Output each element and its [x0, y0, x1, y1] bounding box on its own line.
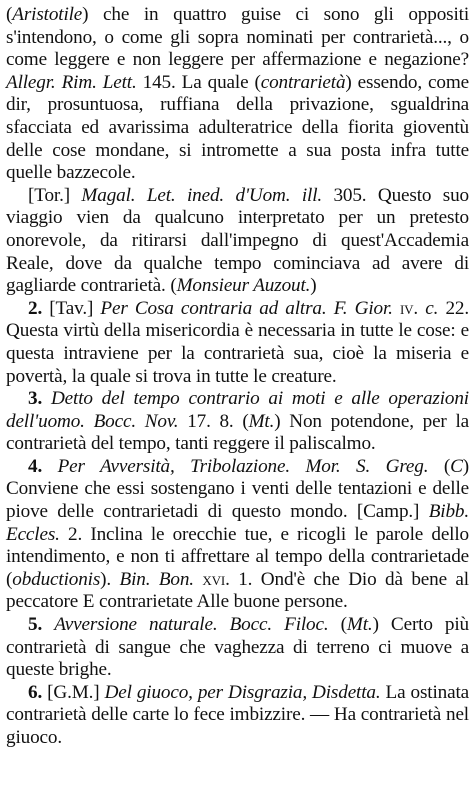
entry-paragraph	[6, 298, 469, 388]
text-run: 6.	[28, 681, 43, 703]
entry-paragraph	[6, 4, 469, 185]
text-run: 4.	[28, 455, 43, 477]
text-run	[42, 614, 54, 635]
text-run: ) che in quattro guise ci sono gli oppositi s'intendono, o come gli sopra nominati per contrarietà..., o come leggere e non leggere per affermazione e negazione?	[6, 4, 469, 71]
text-run: iv.	[392, 297, 426, 319]
text-run: 22. Questa virtù della misericordia è necessaria in tutte le cose: e questa intraviene per la contrarietà sua, cioè la miseria e povertà, la quale si trova in tutte le creature.	[6, 297, 470, 387]
text-run: [Tor.]	[28, 184, 82, 206]
text-run: Magal. Let. ined. d'Uom. ill.	[81, 184, 323, 206]
text-run: [Tav.]	[42, 297, 101, 319]
entry-paragraph	[6, 682, 469, 750]
text-run	[42, 388, 51, 409]
text-run: contrarietà	[260, 71, 346, 93]
text-run: ) essendo, come dir, prosuntuosa, ruffiana della privazione, sgualdrina sfacciata ed avarissima adulteratrice della fiorita gioventù delle cose mondane, si intromette a sua posta infra tutte quelle bazzecole.	[6, 71, 469, 184]
text-run: 145. La quale (	[136, 71, 261, 93]
text-run: Mt.	[248, 410, 275, 432]
text-run: 17. 8. (	[178, 410, 249, 432]
text-run: ).	[100, 568, 120, 590]
text-run: ) Non potendone, per la contrarietà del tempo, tanti reggere il paliscalmo.	[6, 410, 469, 455]
text-run: Bibb. Eccles.	[6, 501, 469, 545]
text-run: Mt.	[346, 614, 373, 636]
text-run: (	[328, 614, 347, 636]
text-run: (	[428, 455, 451, 477]
entry-paragraph	[6, 614, 469, 682]
text-run: Detto del tempo contrario ai moti e alle operazioni dell'uomo. Bocc. Nov.	[6, 388, 469, 432]
text-run: )	[310, 275, 317, 297]
text-run: 305. Questo suo viaggio vien da qualcuno interpretato per un pretesto onorevole, da ritirarsi dall'impegno di quest'Accademia Reale, dove da qualche tempo cominciava ad avere di gagliarde contrarietà. (	[6, 184, 469, 297]
text-run: Del giuoco, per Disgrazia, Disdetta.	[104, 681, 381, 703]
text-run: 3.	[28, 388, 43, 410]
text-run: 2.	[28, 297, 43, 319]
text-run: Per Cosa contraria ad altra. F. Gior.	[100, 297, 393, 319]
text-run: (	[6, 4, 13, 25]
text-run: 1. Ond'è che Dio dà bene al peccatore E contrarietate Alle buone persone.	[6, 568, 469, 613]
entry-paragraph	[6, 388, 469, 456]
text-run: 2. Inclina le orecchie tue, e ricogli le parole dello intendimento, e non ti affrettare al tempo della contrarietade (	[6, 523, 469, 590]
text-run: Monsieur Auzout.	[176, 275, 311, 297]
text-run: obductionis	[12, 568, 101, 590]
text-run	[42, 456, 57, 477]
text-run: Per Avversità, Tribolazione. Mor. S. Greg.	[57, 455, 429, 477]
entry-paragraph	[6, 185, 469, 298]
text-run: c.	[425, 297, 439, 319]
dictionary-page	[6, 4, 469, 750]
text-run: Avversione naturale. Bocc. Filoc.	[54, 614, 329, 636]
text-run: ) Certo più contrarietà di sangue che vaghezza di terreno ci muove a queste brighe.	[6, 614, 469, 681]
text-run: C	[450, 455, 463, 477]
text-run: Aristotile	[12, 4, 83, 25]
text-run: [G.M.]	[42, 681, 105, 703]
text-run: ) Conviene che essi sostengano i venti delle tentazioni e delle piove delle contrarietadi di questo mondo. [Camp.]	[6, 455, 470, 523]
text-run: La ostinata contrarietà delle carte lo fece imbizzire. — Ha contrarietà nel giuoco.	[6, 681, 469, 748]
text-run: 5.	[28, 614, 43, 636]
text-run: Allegr. Rim. Lett.	[6, 71, 137, 93]
text-run: Bin. Bon.	[119, 568, 194, 590]
entry-paragraph	[6, 456, 469, 614]
text-run: xvi.	[193, 568, 239, 590]
